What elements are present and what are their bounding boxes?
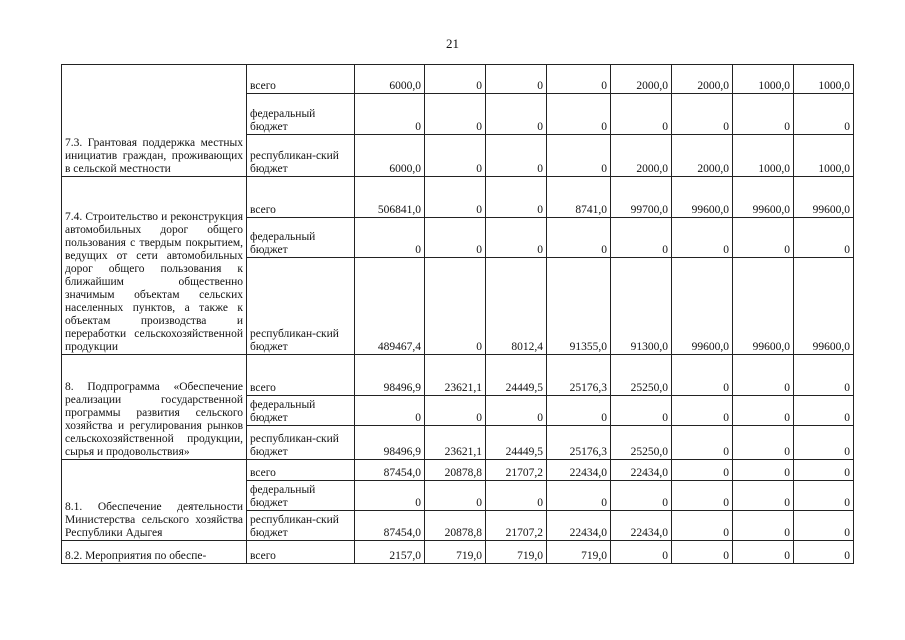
cell-value: 0 — [733, 541, 794, 564]
cell-value: 0 — [547, 396, 611, 426]
cell-value: 0 — [486, 177, 547, 218]
subrow-label: федеральный бюджет — [247, 218, 355, 258]
cell-value: 719,0 — [547, 541, 611, 564]
cell-value: 91300,0 — [611, 258, 672, 355]
cell-value: 0 — [794, 218, 854, 258]
cell-value: 0 — [355, 94, 425, 135]
cell-value: 0 — [794, 426, 854, 460]
cell-value: 0 — [547, 135, 611, 177]
row-name-7-4: 7.4. Строительство и реконструкция автомобильных дорог общего пользования с твердым покрытием, ведущих от сети автомобильных дорог общего пользования к ближайшим общественно значимым объектам сельских населенных пунктов, а также к объектам производства и переработки сельскохозяйственной продукции — [62, 177, 247, 355]
cell-value: 0 — [547, 218, 611, 258]
cell-value: 21707,2 — [486, 460, 547, 481]
table-row — [62, 355, 854, 396]
cell-value: 0 — [486, 65, 547, 94]
cell-value: 25250,0 — [611, 426, 672, 460]
cell-value: 98496,9 — [355, 426, 425, 460]
cell-value: 24449,5 — [486, 426, 547, 460]
subrow-label: республикан-ский бюджет — [247, 511, 355, 541]
cell-value: 23621,1 — [425, 426, 486, 460]
cell-value: 0 — [425, 258, 486, 355]
table-row — [62, 177, 854, 218]
cell-value: 0 — [547, 481, 611, 511]
cell-value: 99600,0 — [794, 177, 854, 218]
cell-value: 22434,0 — [611, 460, 672, 481]
cell-value: 2000,0 — [672, 135, 733, 177]
cell-value: 8012,4 — [486, 258, 547, 355]
row-name-8-1: 8.1. Обеспечение деятельности Министерства сельского хозяйства Республики Адыгея — [62, 460, 247, 541]
cell-value: 20878,8 — [425, 460, 486, 481]
cell-value: 0 — [486, 481, 547, 511]
cell-value: 0 — [425, 135, 486, 177]
cell-value: 0 — [794, 541, 854, 564]
cell-value: 0 — [611, 218, 672, 258]
cell-value: 0 — [794, 481, 854, 511]
subrow-label: всего — [247, 460, 355, 481]
cell-value: 0 — [611, 481, 672, 511]
cell-value: 25250,0 — [611, 355, 672, 396]
cell-value: 0 — [486, 396, 547, 426]
cell-value: 99600,0 — [794, 258, 854, 355]
cell-value: 2000,0 — [672, 65, 733, 94]
cell-value: 24449,5 — [486, 355, 547, 396]
cell-value: 0 — [672, 460, 733, 481]
subrow-label: всего — [247, 65, 355, 94]
cell-value: 0 — [425, 94, 486, 135]
table-row — [62, 541, 854, 564]
table-row — [62, 460, 854, 481]
cell-value: 2000,0 — [611, 135, 672, 177]
subrow-label: федеральный бюджет — [247, 481, 355, 511]
subrow-label: всего — [247, 541, 355, 564]
cell-value: 0 — [425, 65, 486, 94]
cell-value: 0 — [425, 218, 486, 258]
subrow-label: федеральный бюджет — [247, 94, 355, 135]
cell-value: 0 — [611, 396, 672, 426]
cell-value: 6000,0 — [355, 65, 425, 94]
cell-value: 0 — [611, 94, 672, 135]
cell-value: 99600,0 — [672, 258, 733, 355]
cell-value: 6000,0 — [355, 135, 425, 177]
cell-value: 0 — [733, 460, 794, 481]
cell-value: 0 — [672, 511, 733, 541]
cell-value: 0 — [733, 426, 794, 460]
cell-value: 20878,8 — [425, 511, 486, 541]
row-name-7-3: 7.3. Грантовая поддержка местных инициатив граждан, проживающих в сельской местности — [62, 65, 247, 177]
cell-value: 25176,3 — [547, 355, 611, 396]
cell-value: 1000,0 — [733, 135, 794, 177]
cell-value: 8741,0 — [547, 177, 611, 218]
cell-value: 23621,1 — [425, 355, 486, 396]
cell-value: 0 — [672, 396, 733, 426]
cell-value: 21707,2 — [486, 511, 547, 541]
budget-table — [61, 64, 854, 564]
cell-value: 0 — [794, 355, 854, 396]
cell-value: 0 — [425, 481, 486, 511]
cell-value: 0 — [733, 355, 794, 396]
cell-value: 0 — [672, 218, 733, 258]
row-name-8-2: 8.2. Мероприятия по обеспе- — [62, 541, 247, 564]
cell-value: 0 — [486, 135, 547, 177]
table-row — [62, 65, 854, 94]
cell-value: 0 — [355, 396, 425, 426]
cell-value: 0 — [733, 511, 794, 541]
cell-value: 1000,0 — [794, 135, 854, 177]
cell-value: 0 — [733, 481, 794, 511]
cell-value: 99600,0 — [672, 177, 733, 218]
cell-value: 0 — [672, 426, 733, 460]
subrow-label: всего — [247, 355, 355, 396]
subrow-label: всего — [247, 177, 355, 218]
cell-value: 0 — [672, 481, 733, 511]
cell-value: 489467,4 — [355, 258, 425, 355]
cell-value: 1000,0 — [794, 65, 854, 94]
cell-value: 0 — [794, 94, 854, 135]
cell-value: 0 — [547, 65, 611, 94]
cell-value: 2157,0 — [355, 541, 425, 564]
row-name-8: 8. Подпрограмма «Обеспечение реализации государственной программы развития сельского хозяйства и регулирования рынков сельскохозяйственной продукции, сырья и продовольствия» — [62, 355, 247, 460]
subrow-label: республикан-ский бюджет — [247, 258, 355, 355]
cell-value: 22434,0 — [547, 460, 611, 481]
cell-value: 0 — [733, 218, 794, 258]
subrow-label: федеральный бюджет — [247, 396, 355, 426]
cell-value: 1000,0 — [733, 65, 794, 94]
cell-value: 0 — [611, 541, 672, 564]
cell-value: 506841,0 — [355, 177, 425, 218]
cell-value: 87454,0 — [355, 511, 425, 541]
cell-value: 91355,0 — [547, 258, 611, 355]
page-number: 21 — [446, 36, 459, 51]
cell-value: 0 — [425, 177, 486, 218]
cell-value: 22434,0 — [547, 511, 611, 541]
cell-value: 0 — [733, 94, 794, 135]
cell-value: 0 — [672, 94, 733, 135]
cell-value: 0 — [425, 396, 486, 426]
cell-value: 0 — [355, 218, 425, 258]
cell-value: 719,0 — [425, 541, 486, 564]
subrow-label: республикан-ский бюджет — [247, 426, 355, 460]
cell-value: 0 — [794, 396, 854, 426]
cell-value: 99600,0 — [733, 177, 794, 218]
subrow-label: республикан-ский бюджет — [247, 135, 355, 177]
cell-value: 0 — [486, 94, 547, 135]
cell-value: 99700,0 — [611, 177, 672, 218]
cell-value: 0 — [733, 396, 794, 426]
cell-value: 0 — [672, 541, 733, 564]
cell-value: 719,0 — [486, 541, 547, 564]
cell-value: 0 — [547, 94, 611, 135]
cell-value: 0 — [672, 355, 733, 396]
cell-value: 0 — [794, 460, 854, 481]
cell-value: 99600,0 — [733, 258, 794, 355]
cell-value: 0 — [486, 218, 547, 258]
cell-value: 0 — [355, 481, 425, 511]
cell-value: 22434,0 — [611, 511, 672, 541]
cell-value: 25176,3 — [547, 426, 611, 460]
cell-value: 98496,9 — [355, 355, 425, 396]
cell-value: 0 — [794, 511, 854, 541]
cell-value: 87454,0 — [355, 460, 425, 481]
cell-value: 2000,0 — [611, 65, 672, 94]
